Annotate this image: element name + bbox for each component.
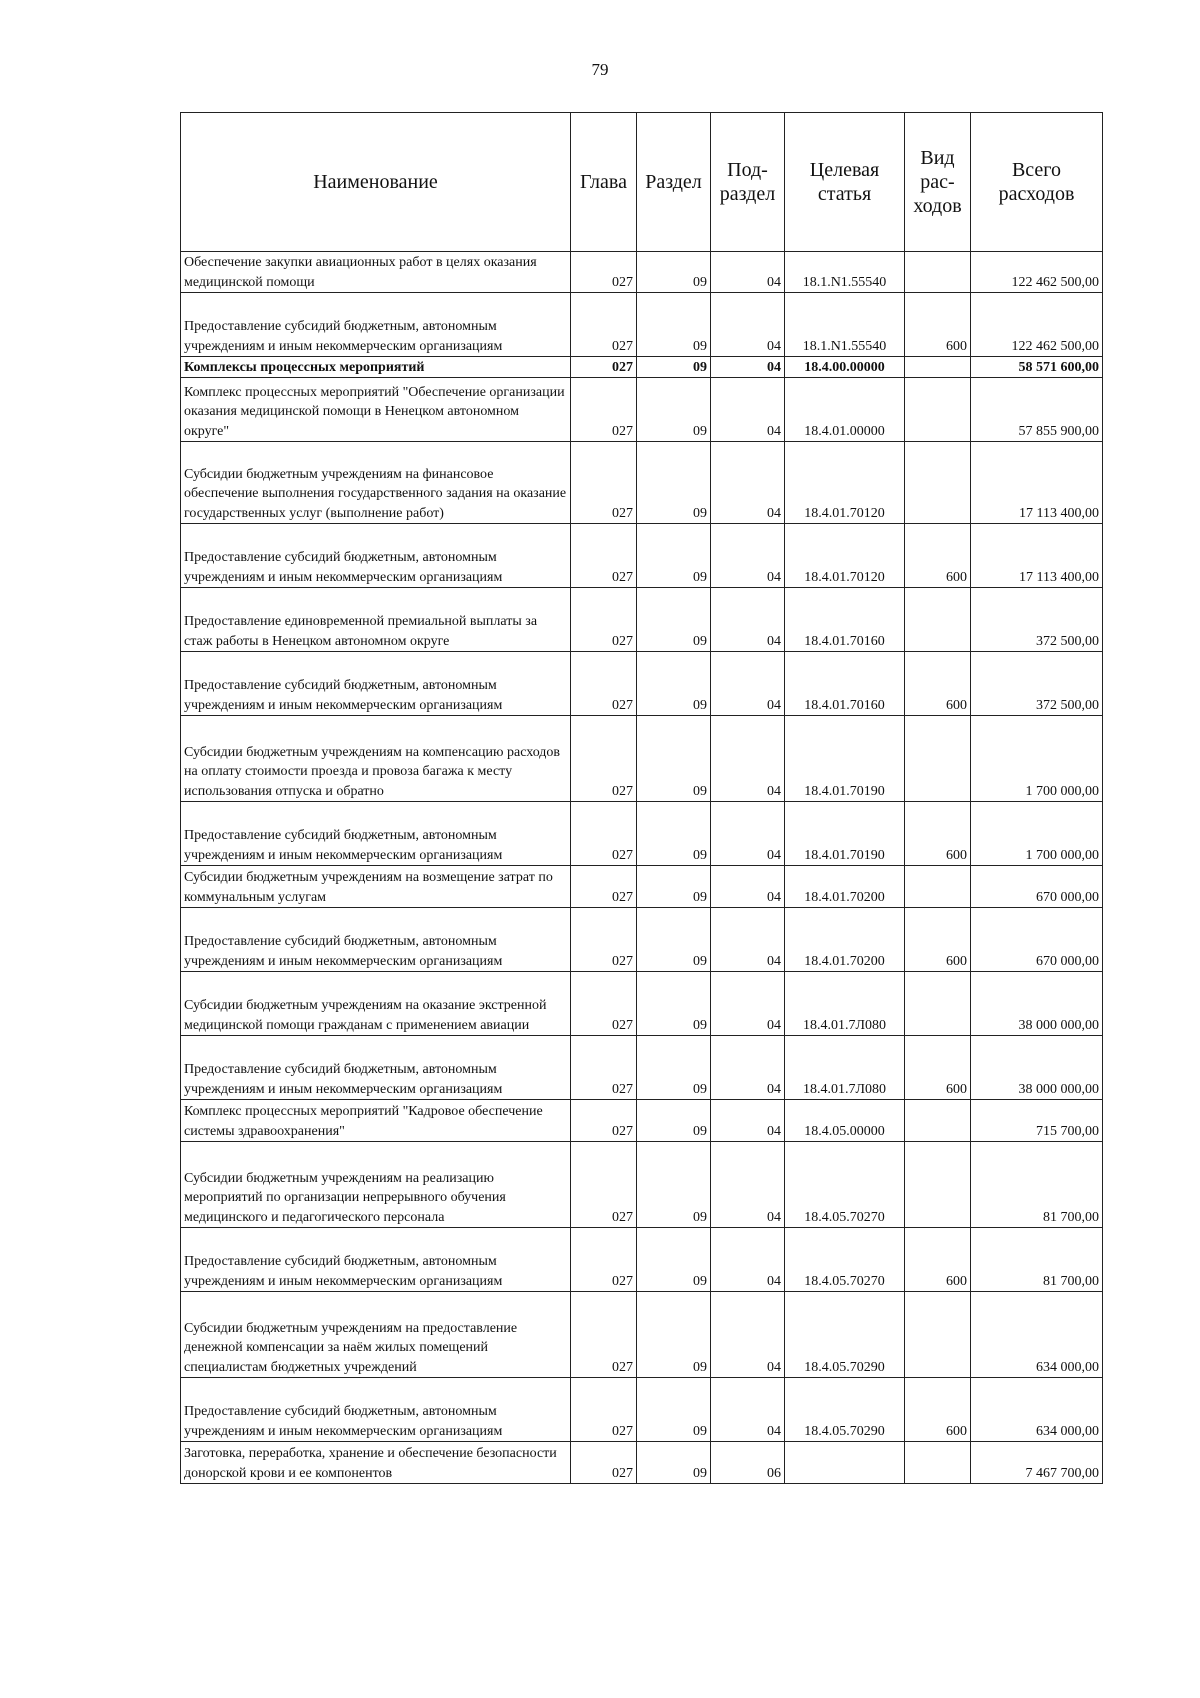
cell-total: 372 500,00 — [971, 588, 1103, 652]
cell-glava: 027 — [571, 293, 637, 357]
cell-name: Предоставление субсидий бюджетным, автономным учреждениям и иным некоммерческим организациям — [181, 1036, 571, 1100]
cell-podrazdel: 04 — [711, 1142, 785, 1228]
header-razdel: Раздел — [637, 113, 711, 252]
cell-celevaya: 18.4.01.70120 — [785, 442, 905, 524]
cell-podrazdel: 04 — [711, 1100, 785, 1142]
cell-glava: 027 — [571, 1378, 637, 1442]
cell-podrazdel: 04 — [711, 378, 785, 442]
cell-glava: 027 — [571, 716, 637, 802]
cell-glava: 027 — [571, 802, 637, 866]
cell-glava: 027 — [571, 252, 637, 293]
cell-vid: 600 — [905, 1228, 971, 1292]
cell-celevaya: 18.4.05.70270 — [785, 1142, 905, 1228]
cell-glava: 027 — [571, 524, 637, 588]
cell-celevaya: 18.4.05.70290 — [785, 1378, 905, 1442]
cell-celevaya: 18.4.05.70270 — [785, 1228, 905, 1292]
table-row — [181, 908, 1103, 972]
cell-name: Комплексы процессных мероприятий — [181, 357, 571, 378]
cell-name: Предоставление субсидий бюджетным, автономным учреждениям и иным некоммерческим организациям — [181, 908, 571, 972]
table-row — [181, 293, 1103, 357]
cell-podrazdel: 04 — [711, 1228, 785, 1292]
table-row — [181, 802, 1103, 866]
cell-total: 81 700,00 — [971, 1142, 1103, 1228]
cell-glava: 027 — [571, 588, 637, 652]
cell-glava: 027 — [571, 1036, 637, 1100]
cell-celevaya: 18.4.01.70190 — [785, 716, 905, 802]
cell-total: 670 000,00 — [971, 866, 1103, 908]
table-row — [181, 252, 1103, 293]
cell-celevaya: 18.4.01.70160 — [785, 652, 905, 716]
cell-vid — [905, 252, 971, 293]
cell-vid: 600 — [905, 652, 971, 716]
cell-glava: 027 — [571, 357, 637, 378]
cell-name: Предоставление субсидий бюджетным, автономным учреждениям и иным некоммерческим организациям — [181, 524, 571, 588]
cell-podrazdel: 04 — [711, 1378, 785, 1442]
cell-razdel: 09 — [637, 357, 711, 378]
table-header-row — [181, 113, 1103, 252]
cell-razdel: 09 — [637, 293, 711, 357]
table-row — [181, 1378, 1103, 1442]
cell-podrazdel: 04 — [711, 652, 785, 716]
cell-celevaya: 18.4.00.00000 — [785, 357, 905, 378]
cell-vid — [905, 972, 971, 1036]
header-celevaya: Целевая статья — [785, 113, 905, 252]
table-row — [181, 972, 1103, 1036]
cell-total: 38 000 000,00 — [971, 972, 1103, 1036]
table-row — [181, 588, 1103, 652]
cell-razdel: 09 — [637, 1142, 711, 1228]
cell-podrazdel: 04 — [711, 252, 785, 293]
cell-name: Комплекс процессных мероприятий "Кадровое обеспечение системы здравоохранения" — [181, 1100, 571, 1142]
table-row — [181, 1442, 1103, 1484]
cell-celevaya: 18.1.N1.55540 — [785, 252, 905, 293]
cell-razdel: 09 — [637, 1228, 711, 1292]
cell-vid — [905, 1100, 971, 1142]
cell-razdel: 09 — [637, 652, 711, 716]
cell-total: 634 000,00 — [971, 1378, 1103, 1442]
cell-total: 17 113 400,00 — [971, 442, 1103, 524]
cell-total: 122 462 500,00 — [971, 293, 1103, 357]
cell-glava: 027 — [571, 1142, 637, 1228]
cell-podrazdel: 04 — [711, 716, 785, 802]
cell-vid: 600 — [905, 908, 971, 972]
cell-podrazdel: 04 — [711, 802, 785, 866]
cell-podrazdel: 04 — [711, 1292, 785, 1378]
cell-name: Предоставление субсидий бюджетным, автономным учреждениям и иным некоммерческим организациям — [181, 1228, 571, 1292]
cell-total: 372 500,00 — [971, 652, 1103, 716]
cell-total: 670 000,00 — [971, 908, 1103, 972]
cell-total: 17 113 400,00 — [971, 524, 1103, 588]
header-total: Всего расходов — [971, 113, 1103, 252]
cell-razdel: 09 — [637, 442, 711, 524]
cell-razdel: 09 — [637, 1100, 711, 1142]
cell-razdel: 09 — [637, 802, 711, 866]
cell-vid — [905, 1442, 971, 1484]
cell-razdel: 09 — [637, 908, 711, 972]
cell-total: 81 700,00 — [971, 1228, 1103, 1292]
cell-vid — [905, 378, 971, 442]
cell-razdel: 09 — [637, 716, 711, 802]
cell-celevaya: 18.1.N1.55540 — [785, 293, 905, 357]
cell-total: 57 855 900,00 — [971, 378, 1103, 442]
cell-name: Предоставление единовременной премиальной выплаты за стаж работы в Ненецком автономном округе — [181, 588, 571, 652]
cell-celevaya: 18.4.01.70160 — [785, 588, 905, 652]
cell-podrazdel: 04 — [711, 524, 785, 588]
header-name: Наименование — [181, 113, 571, 252]
cell-celevaya: 18.4.05.00000 — [785, 1100, 905, 1142]
cell-vid: 600 — [905, 1378, 971, 1442]
cell-glava: 027 — [571, 972, 637, 1036]
cell-celevaya — [785, 1442, 905, 1484]
cell-podrazdel: 04 — [711, 866, 785, 908]
cell-razdel: 09 — [637, 252, 711, 293]
cell-podrazdel: 04 — [711, 1036, 785, 1100]
cell-total: 634 000,00 — [971, 1292, 1103, 1378]
cell-total: 1 700 000,00 — [971, 802, 1103, 866]
table-row — [181, 357, 1103, 378]
cell-vid: 600 — [905, 802, 971, 866]
table-row — [181, 442, 1103, 524]
cell-razdel: 09 — [637, 1292, 711, 1378]
cell-celevaya: 18.4.01.00000 — [785, 378, 905, 442]
cell-podrazdel: 04 — [711, 908, 785, 972]
cell-vid — [905, 357, 971, 378]
cell-podrazdel: 06 — [711, 1442, 785, 1484]
cell-total: 715 700,00 — [971, 1100, 1103, 1142]
cell-celevaya: 18.4.01.7Л080 — [785, 1036, 905, 1100]
cell-total: 122 462 500,00 — [971, 252, 1103, 293]
table-row — [181, 1142, 1103, 1228]
cell-name: Комплекс процессных мероприятий "Обеспечение организации оказания медицинской помощи в Ненецком автономном округе" — [181, 378, 571, 442]
cell-name: Предоставление субсидий бюджетным, автономным учреждениям и иным некоммерческим организациям — [181, 802, 571, 866]
cell-podrazdel: 04 — [711, 588, 785, 652]
cell-celevaya: 18.4.01.70120 — [785, 524, 905, 588]
cell-glava: 027 — [571, 1228, 637, 1292]
cell-razdel: 09 — [637, 378, 711, 442]
cell-total: 58 571 600,00 — [971, 357, 1103, 378]
cell-glava: 027 — [571, 652, 637, 716]
cell-podrazdel: 04 — [711, 972, 785, 1036]
cell-vid: 600 — [905, 524, 971, 588]
table-row — [181, 716, 1103, 802]
cell-glava: 027 — [571, 866, 637, 908]
cell-celevaya: 18.4.01.70200 — [785, 908, 905, 972]
cell-razdel: 09 — [637, 524, 711, 588]
cell-podrazdel: 04 — [711, 293, 785, 357]
header-glava: Глава — [571, 113, 637, 252]
cell-glava: 027 — [571, 1292, 637, 1378]
cell-name: Субсидии бюджетным учреждениям на реализацию мероприятий по организации непрерывного обучения медицинского и педагогического персонала — [181, 1142, 571, 1228]
cell-podrazdel: 04 — [711, 357, 785, 378]
cell-celevaya: 18.4.01.70190 — [785, 802, 905, 866]
cell-name: Субсидии бюджетным учреждениям на финансовое обеспечение выполнения государственного задания на оказание государственных услуг (выполнение работ) — [181, 442, 571, 524]
cell-name: Субсидии бюджетным учреждениям на предоставление денежной компенсации за наём жилых помещений специалистам бюджетных учреждений — [181, 1292, 571, 1378]
cell-razdel: 09 — [637, 1378, 711, 1442]
cell-total: 1 700 000,00 — [971, 716, 1103, 802]
table-row — [181, 1292, 1103, 1378]
budget-table — [180, 112, 1103, 1484]
cell-total: 7 467 700,00 — [971, 1442, 1103, 1484]
cell-glava: 027 — [571, 908, 637, 972]
cell-vid — [905, 866, 971, 908]
cell-vid: 600 — [905, 1036, 971, 1100]
cell-name: Предоставление субсидий бюджетным, автономным учреждениям и иным некоммерческим организациям — [181, 293, 571, 357]
cell-name: Обеспечение закупки авиационных работ в целях оказания медицинской помощи — [181, 252, 571, 293]
cell-total: 38 000 000,00 — [971, 1036, 1103, 1100]
cell-glava: 027 — [571, 442, 637, 524]
cell-glava: 027 — [571, 1100, 637, 1142]
cell-razdel: 09 — [637, 1036, 711, 1100]
page-number: 79 — [591, 60, 609, 79]
cell-name: Предоставление субсидий бюджетным, автономным учреждениям и иным некоммерческим организациям — [181, 1378, 571, 1442]
cell-razdel: 09 — [637, 972, 711, 1036]
cell-razdel: 09 — [637, 866, 711, 908]
cell-vid — [905, 1292, 971, 1378]
cell-vid — [905, 716, 971, 802]
cell-vid: 600 — [905, 293, 971, 357]
cell-podrazdel: 04 — [711, 442, 785, 524]
cell-razdel: 09 — [637, 1442, 711, 1484]
cell-name: Субсидии бюджетным учреждениям на возмещение затрат по коммунальным услугам — [181, 866, 571, 908]
table-row — [181, 866, 1103, 908]
cell-celevaya: 18.4.01.70200 — [785, 866, 905, 908]
cell-name: Предоставление субсидий бюджетным, автономным учреждениям и иным некоммерческим организациям — [181, 652, 571, 716]
cell-razdel: 09 — [637, 588, 711, 652]
header-podrazdel: Под- раздел — [711, 113, 785, 252]
cell-vid — [905, 1142, 971, 1228]
table-row — [181, 652, 1103, 716]
table-row — [181, 1228, 1103, 1292]
cell-celevaya: 18.4.05.70290 — [785, 1292, 905, 1378]
table-row — [181, 1100, 1103, 1142]
cell-name: Субсидии бюджетным учреждениям на оказание экстренной медицинской помощи гражданам с применением авиации — [181, 972, 571, 1036]
table-row — [181, 1036, 1103, 1100]
cell-glava: 027 — [571, 378, 637, 442]
cell-celevaya: 18.4.01.7Л080 — [785, 972, 905, 1036]
cell-vid — [905, 588, 971, 652]
cell-vid — [905, 442, 971, 524]
header-vid: Вид рас- ходов — [905, 113, 971, 252]
table-row — [181, 378, 1103, 442]
table-row — [181, 524, 1103, 588]
cell-glava: 027 — [571, 1442, 637, 1484]
cell-name: Заготовка, переработка, хранение и обеспечение безопасности донорской крови и ее компонентов — [181, 1442, 571, 1484]
cell-name: Субсидии бюджетным учреждениям на компенсацию расходов на оплату стоимости проезда и провоза багажа к месту использования отпуска и обратно — [181, 716, 571, 802]
